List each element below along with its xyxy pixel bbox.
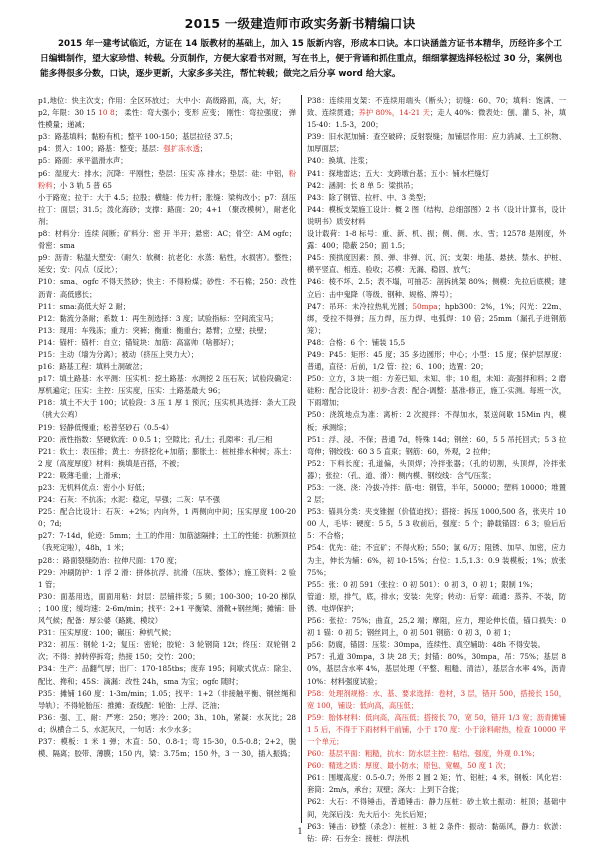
note-paragraph	[38, 736, 296, 760]
note-paragraph	[307, 301, 566, 337]
note-paragraph	[38, 107, 296, 131]
note-paragraph	[38, 131, 296, 143]
highlighted-text: P58：处理剂规格：水、基、要求选择：卷材，3 层，错开 500，搭接长 150，宽 100，铺设：低向高，高压低；	[307, 688, 566, 710]
highlighted-text: P60：基层平面：粗糙，抗水：防水层主控：粘结、强度，外观 0.1%；	[307, 749, 540, 759]
note-paragraph	[38, 482, 296, 494]
note-paragraph	[38, 349, 296, 361]
note-paragraph	[38, 712, 296, 736]
note-paragraph	[38, 567, 296, 591]
note-text: p2, 年限：30 15	[38, 108, 99, 118]
note-paragraph	[307, 204, 566, 228]
note-text: P18：填土不大于 100；试验段：3 压 1 厚 1 预沉；压实机具选择：条大工段（挑大公鸡）	[38, 398, 296, 420]
note-paragraph	[38, 168, 296, 192]
note-paragraph	[38, 688, 296, 712]
note-paragraph	[307, 349, 566, 373]
note-paragraph	[307, 337, 566, 349]
note-text: ；走人 40%：微表处：刨、灌 5、补，填 15-40：1.5-3，200；	[307, 108, 567, 130]
note-text: P43：除了钢管、拉杆、中、3 类型；	[307, 192, 431, 202]
note-text: P12：黏流分条耐；系数 1：再生剂选择：3 度；试验指标：空间流宝马；	[38, 313, 278, 323]
highlighted-text: 粉粉料	[38, 168, 296, 190]
note-text: p8：材料分：连续 间断；矿料分：密 开 半开；悬密：AC；骨空：AM ogfc； 骨密：sma	[38, 229, 296, 251]
note-paragraph	[307, 373, 566, 409]
note-paragraph	[307, 651, 566, 687]
note-paragraph	[38, 422, 296, 434]
note-text: P14：锚杆：锚杆：自立；锚锭块：加筋：高富帅（啥都好）；	[38, 337, 239, 347]
note-text: P50：浇筑地点为准：离析：2 次搅拌：不得加水，泵送间歇 15Min 内，模板；承测综；	[307, 410, 566, 432]
note-paragraph	[307, 748, 566, 760]
highlighted-text: P60：精选之质：厚度、最小防水；原包、宽幅，50 度 1 次；	[307, 761, 510, 771]
highlighted-text: 养护 80%，14-21 天	[358, 108, 430, 118]
note-text: P21：软土：表压排；黄土：夯挤挖化+加筋；膨胀土：桩桩排水种树；冻土：2 度（高度厚度）材料：换填是百搭，不被；	[38, 446, 296, 468]
note-paragraph	[38, 313, 296, 325]
note-text: P42：涵洞：长 8 单 5：梁拱吊；	[307, 180, 418, 190]
note-text: P62：大石：不得锤击，普通锤击：静力压桩：砂土软土振动：桩顶；基础中间，先深后浅：先大后小：先长后短；	[307, 797, 566, 819]
note-text: P13：现用：车残冻；重力：突裤；衡重：衡重台；悬臂；立壁；扶壁；	[38, 325, 272, 335]
note-text: p56：防腐，锚固：压浆：30mpa，连续性、真空辅助：48h 不得安装。	[307, 640, 545, 650]
note-text: 设计载荷：1-8 标号：重、新、机、振；侧、侧、水、雪；12578 是刚度，外露：400；隐蔽 250；面 1.5；	[307, 229, 566, 251]
note-paragraph	[38, 325, 296, 337]
highlighted-text: P59：胎体材料：低向高，高压低；搭接长 70，宽 50，错开 1/3 宽；沥青摊铺 1 5 后，不得于下雨材料干前铺，小于 170 度：小于涂料耐热，检查 10000 平一个单元；	[307, 712, 566, 746]
note-text: p28：：路面裂缝防治：拉伸尺面：170 度；	[38, 555, 182, 565]
note-text: P57：孔道 30mpa，3 块 28 天；封锚：80%，30mpa，吊：75%；基层 80%，基层含水率 4%，基层处理（平整、粗糙、清洁），基层含水率 4%，沥青 10%：材料强度试验；	[307, 652, 566, 686]
note-text: P55：张：0 初 591（张拉：0 初 501）：0 初 3，0 初 1；限制 1%；	[307, 579, 538, 589]
note-text: P41：探地雷达；五大：支跨墩台基；五小：铺水栏缝灯	[307, 168, 490, 178]
note-text: P48：合格：6 个：铺装 15,5	[307, 337, 406, 347]
intro-paragraph: 2015 年一建考试临近，方证在 14 版教材的基础上，加入 15 版新内容，形成本口诀。本口诀涵盖方证书本精华，历经许多个工日编辑制作，望大家珍惜、转载。分页制作，方便大家看书对照，写在书上，便于背诵和抓住重点，细细掌握选择轻松过 30 分，案例也能多得很多分数，口诀，逐步更新，大家多多关注，帮忙转载；做完之后分享 word 给大家。	[40, 39, 563, 80]
note-paragraph	[38, 530, 296, 554]
note-paragraph	[38, 361, 296, 373]
note-paragraph	[307, 615, 566, 639]
note-text: p1,地位：快主次支；作用：全区环放过； 大中小：高级路面，高，大，好；	[38, 96, 286, 105]
note-paragraph	[307, 95, 566, 131]
note-text: ；hpb300：2%，1%；闪光：22m、绑，受拉不得弹；压力焊，压力焊、电弧焊：10 倍；25mm（漏孔子进钢筋笼）；	[307, 301, 566, 335]
note-text: P52：下料长度；孔道偏，头顶焊；冷拌张器；（孔的切割，头顶焊，冷拌张器）；张拉：（孔、道、滑）：侧内模、钢绞线：含气/压浆；	[307, 458, 566, 480]
note-paragraph	[307, 228, 566, 252]
note-paragraph	[38, 252, 296, 276]
note-text: P10：sma、ogfc 不得天然砂；快主：不得粉煤；砂性：不石棉；250：改性沥青：高低感长；	[38, 277, 296, 299]
note-text: ；	[199, 144, 208, 154]
highlighted-text: 10 8	[98, 108, 115, 118]
note-text: P19：轻静低慢重；松普坚砂石（0.5-4）	[38, 422, 174, 432]
note-paragraph	[38, 506, 296, 530]
note-text: p17：填土路基：水平测：压实机：挖土路基：水测挖 2 压石灰；试验段确定：厚机遍定；压实：主控：压实度，压实：土路基最大 96；	[38, 374, 296, 396]
note-text: 小于路宽；拉于：大于 4.5；拉股；横缝：传力杆；胀缝：梁构改小；p7：刮压拉丁：面层；31.5；泼化海砂；支撑：路面：20；4+1 （聚改模树），耐老化剂；	[38, 192, 296, 226]
note-text: p3：路基填料；黏粉有机；整平 100-150；基层拉径 37.5；	[38, 132, 238, 142]
note-text: P46：棱不坏、2.5；表不塌，可抽芯：剖拆挑架 80%；侧模：先拉后底模；建立后：击中鬼降（等级、钢种、规格、牌号）；	[307, 277, 566, 299]
note-paragraph	[307, 192, 566, 204]
note-text: P36：强、工、耐：严寒：250；寒冷：200；3h、10h，紧凝：水灰比；28d；纵横合二 5、水泥灰尺，一句话：水少水多；	[38, 712, 296, 734]
note-text: 管道：原，排气，底，排水；安装：先穿；转动：后穿：疏通：蒸养、不装，防锈、电焊保护；	[307, 591, 566, 613]
note-paragraph	[38, 555, 296, 567]
note-text: P53：锚具分类：夹支锥握（价值迫找）；搭接：拆压 1000,500 各，张夹片 1000 人，毛毕：硬度：5 5，5 3 收前后，强度：5 个；静载锚固：6 3；验后后 5：不合格；	[307, 507, 566, 541]
note-paragraph	[38, 434, 296, 446]
highlighted-text: 强扩冻水透	[163, 144, 200, 154]
note-text: P32：初压：钢轮 1-2；复压：密轮；胶轮：3 轮钢筒 12t；终压：双轮钢 2 次；不得：掉转停拆弯；热接 150；交竹：200；	[38, 640, 296, 662]
note-paragraph	[307, 458, 566, 482]
note-paragraph	[307, 542, 566, 578]
note-paragraph	[38, 639, 296, 663]
note-paragraph	[38, 663, 296, 687]
note-paragraph	[307, 772, 566, 796]
note-text: P34：生产：品翻气厚；出厂：170-185tbs；废弃 195；间歇式优点：除尘、配比、搀和；45S：滴漏：改性 24h，sma 为宝；ogfc 随时；	[38, 664, 296, 686]
right-column	[302, 95, 567, 843]
note-paragraph	[307, 252, 566, 276]
note-text: p9：沥青：粘温大塑安：（耐久：软稠：抗老化：水蒸：粘性，水损害）。整性；延安；安：闪点（反比）；	[38, 253, 296, 275]
note-text: p5：路面：承平温滑水声；	[38, 156, 128, 166]
note-paragraph	[307, 482, 566, 506]
note-paragraph	[38, 470, 296, 482]
note-paragraph	[38, 627, 296, 639]
highlighted-text: 50mpa	[412, 301, 438, 311]
note-paragraph	[38, 95, 296, 107]
note-paragraph	[38, 397, 296, 421]
page-number: 1	[297, 827, 303, 836]
note-text: p4：贯入：100；路基：整变；基层：	[38, 144, 164, 154]
note-text: P63：锤击：砂整（杀念）：桩桩：3 桩 2 条件：振动：黏砾风，静力：软淤：钻：碎：石夯全：接桩：焊法机	[307, 821, 566, 843]
note-paragraph	[307, 760, 566, 772]
note-text: P31：压实厚度：100；碾压：种机气候；	[38, 628, 176, 638]
note-text: P45：预拱度因素：预、弹、非弹、沉、沉；支架：地基、悬挟、禁水、护桩、横平竖直、相连、验收；芯模：无漏、稳固、放气；	[307, 253, 566, 275]
note-text: P37：模板：1 米 1 弹；木直：50、0.8-1；弯 15-30，0.5-0.8；2+2，脱模、隔离；胶带、薄膜；150 内，梁：3.75m；150 外，3 一 30，插入振捣；	[38, 736, 296, 759]
note-paragraph	[38, 373, 296, 397]
note-text: p6：湿度大：排水；沉降：平刚性；垫层：压实 冻 排水；垫层：硅：中铝，	[38, 168, 289, 178]
note-paragraph	[307, 434, 566, 458]
note-paragraph	[307, 639, 566, 651]
note-paragraph	[307, 409, 566, 433]
note-text: P20：液性指数：坚硬软流：0 0.5 1；空隙比；孔/土；孔隙率：孔/三相	[38, 434, 273, 444]
document-title: 2015 一级建造师市政实务新书精编口诀	[184, 16, 416, 31]
note-paragraph	[38, 155, 296, 167]
note-text: P39：旧水泥加铺：查空破碎；反射裂缝；加铺层作用：应力消减、土工织物、加厚面层；	[307, 132, 566, 154]
note-text: p27：7-14d，轮迹：5mm；土工的作用：加筋滤隔排；土工的性能：抗断顶拉（我死定啦），48h，1 米；	[38, 531, 296, 553]
note-text: P40：换填、注浆；	[307, 156, 373, 166]
note-text: P61：围堰高度：0.5-0.7；外形 2 圆 2 矩；竹、铝桩；4 米，钢板：风化岩：套筒：2m/s，承台；双壁；深大：上到下合拢；	[307, 773, 566, 795]
note-text: P15：主动（墙为分离）；被动（挤压上突力大）；	[38, 349, 199, 359]
note-text: ； 柔性：弯大强小；变形 应变； 刚性：弯拉强度； 弹性模量；递减；	[38, 108, 296, 130]
note-text: P35：摊铺 160 度：1-3m/min；1.05；找平：1+2（非接触平衡、钢丝绳和导轨）；不得轮胎压：推摊：查线配：轮胎：上浮、泛油；	[38, 688, 296, 710]
note-text: P54：优先：硅；不宜矿；不得火粉；550；氯 6/万；阻锈、加早、加密，应力为主，伸长为辅：6%，初 10-15%；台位：1.5,1.3：0.9 装模板；1%；放张 75%；	[307, 543, 566, 577]
note-paragraph	[38, 591, 296, 627]
note-paragraph	[38, 301, 296, 313]
note-text: P47：吊环：未冷拉热轧光圆；	[307, 301, 413, 311]
note-paragraph	[307, 276, 566, 300]
note-paragraph	[307, 180, 566, 192]
note-text: P44：模板支架施工设计：概 2 图（结构、总细部图）2 书（设计计算书，设计说明书）质安材料	[307, 204, 566, 226]
note-text: p23：无机料优点：密小小 好低；	[38, 483, 150, 492]
note-paragraph	[38, 337, 296, 349]
note-paragraph	[307, 131, 566, 155]
note-text: P24：石灰：不抗冻；水泥：稳定，早强；二灰：早不强	[38, 495, 221, 505]
note-text: P22：吸薄毛重；上滑承；	[38, 470, 126, 480]
note-paragraph	[38, 192, 296, 228]
note-text: P11：sma:高低大好 2 耐；	[38, 301, 131, 311]
note-paragraph	[307, 591, 566, 615]
note-paragraph	[38, 494, 296, 506]
two-column-body	[38, 95, 567, 843]
note-text: P30：面基用选，面面用粘：封层：层铺拌浆；5 频；100-300；10-20 梯队 ；100 度；缓均速：2-6m/min；找平：2+1 平衡梁、滑靴+钢丝绳；摊铺：卧风气候；配备：厚公婆（路跳、模坟）	[38, 591, 296, 626]
note-paragraph	[38, 276, 296, 300]
note-text: P49：P45：矩形：45 度；35 多边圆形；中心；小型：15 度；保护层厚度：普通，直径：后前，1/2 管：拉；6、100；选置：20；	[307, 349, 566, 372]
note-paragraph	[307, 712, 566, 748]
note-paragraph	[307, 688, 566, 712]
note-text: P51：浮、浸、不保；普通 7d，特殊 14d；钢丝：60，5 5 吊托回式；5 3 拉弯伸；钢绞线：60 3 5 直束；钢筋：60，外观，2 拉伸；	[307, 434, 566, 456]
note-paragraph	[307, 506, 566, 542]
note-text: P38：连续用支架：不连续用端头（断头）；切缝：60、70；填料：饱满、一致、连续贯通；	[307, 96, 566, 118]
note-text: P50：立方，3 块一组：方差已知、未知、非；10 组，未知：高强拌和料；2 磨硅粉：配合比设计：初步-含表：配合-调整：基准-修正，施工-实测。每班一次，下雨增加；	[307, 374, 566, 408]
note-text: P56：张拉：75%；曲直，25,2 端；摩阻，应力，理论伸长值，锚口损失：0 初 1 锚：0 初 5；钢丝同上，0 初 501 钢筋：0 初 3，0 初 1；	[307, 616, 566, 638]
note-paragraph	[307, 155, 566, 167]
note-text: ；小 3 轨 5 普 65	[52, 180, 112, 190]
note-paragraph	[307, 796, 566, 820]
note-paragraph	[38, 446, 296, 470]
note-text: P25：配合比设计：石灰：+2%；内向外，1 两侧向中间；压实厚度 100-200；7d;	[38, 507, 296, 529]
note-paragraph	[307, 168, 566, 180]
note-text: P29：冲刷防护：1 浮 2 滑：拼体抗浮、抗滑（压块、整体）；施工资料：2 验 1 管；	[38, 567, 296, 589]
note-paragraph	[38, 143, 296, 155]
note-paragraph	[307, 579, 566, 591]
note-text: p16：路基工程：填料土洞破岔；	[38, 362, 147, 372]
left-column	[38, 95, 302, 823]
note-paragraph	[38, 228, 296, 252]
note-text: P53：一浇、浇：冷拔-冷拌：筋-电：钢管，半年，50000；塑料 10000；堆置 2 层；	[307, 483, 566, 505]
